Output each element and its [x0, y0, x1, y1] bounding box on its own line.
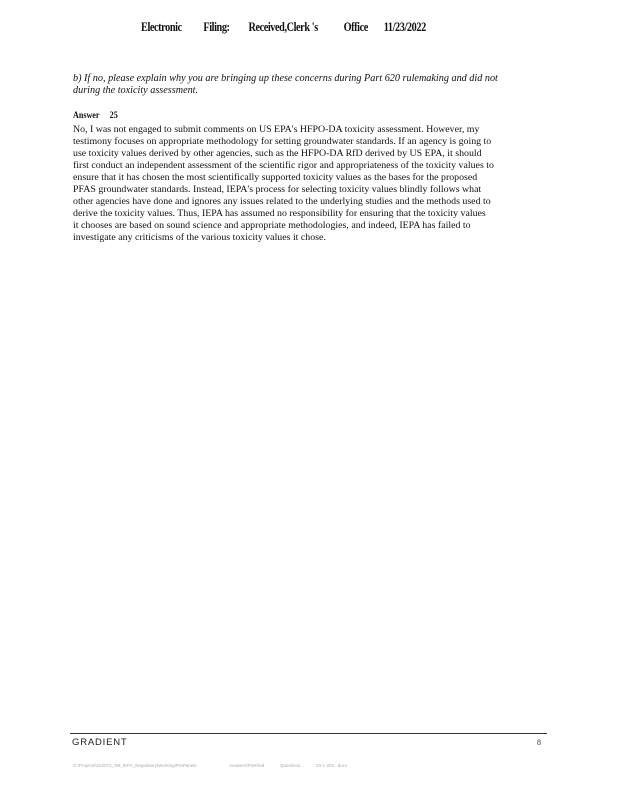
footer-meta-item: 23-1-202...docx [316, 763, 348, 768]
answer-label: Answer [73, 111, 100, 121]
footer-meta-item: Answers\PreFiled [229, 763, 265, 768]
answer-line: first conduct an independent assessment of the scientific rigor and appropriateness of the toxicity values to [73, 160, 494, 171]
answer-number: 25 [109, 111, 118, 121]
question-line: b) If no, please explain why you are bringing up these concerns during Part 620 rulemaking and did not [73, 73, 498, 84]
stamp-received: Received,Clerk 's [248, 20, 318, 34]
answer-line: it chooses are based on sound science and appropriate methodologies, and indeed, IEPA has failed to [73, 220, 471, 231]
answer-line: No, I was not engaged to submit comments on US EPA's HFPO-DA toxicity assessment. However, my [73, 124, 480, 135]
answer-line: other agencies have done and ignores any issues related to the underlying studies and the methods used to [73, 196, 491, 207]
stamp-office: Office [343, 20, 368, 34]
answer-line: investigate any criticisms of the various toxicity values it chose. [73, 232, 326, 243]
answer-line: use toxicity values derived by other agencies, such as the HFPO-DA RfD derived by US EPA, it should [73, 148, 482, 159]
question-text [73, 73, 568, 97]
question-line: during the toxicity assessment. [73, 85, 199, 97]
answer-line: derive the toxicity values. Thus, IEPA has assumed no responsibility for ensuring that the toxicity values [73, 208, 486, 219]
footer-file-path: G:\Projects\222072_3M_IEPA_Regulatory\Working\PrePanels [73, 763, 197, 768]
answer-line: testimony focuses on appropriate methodology for setting groundwater standards. If an agency is going to [73, 136, 492, 147]
page-number: 8 [537, 738, 541, 747]
electronic-filing-stamp [0, 20, 507, 38]
answer-body [73, 124, 571, 244]
gradient-logo: GRADIENT [72, 737, 128, 748]
stamp-electronic: Electronic [141, 20, 182, 34]
footer-divider [70, 733, 547, 734]
answer-line: ensure that it has chosen the most scientifically supported toxicity values as the bases for the proposed [73, 172, 478, 183]
stamp-filing: Filing: [203, 20, 230, 34]
answer-heading [73, 111, 118, 121]
answer-line: PFAS groundwater standards. Instead, IEPA's process for selecting toxicity values blindly follows what [73, 184, 482, 195]
footer-meta-item: Questions... [280, 763, 305, 768]
stamp-date: 11/23/2022 [383, 20, 426, 34]
